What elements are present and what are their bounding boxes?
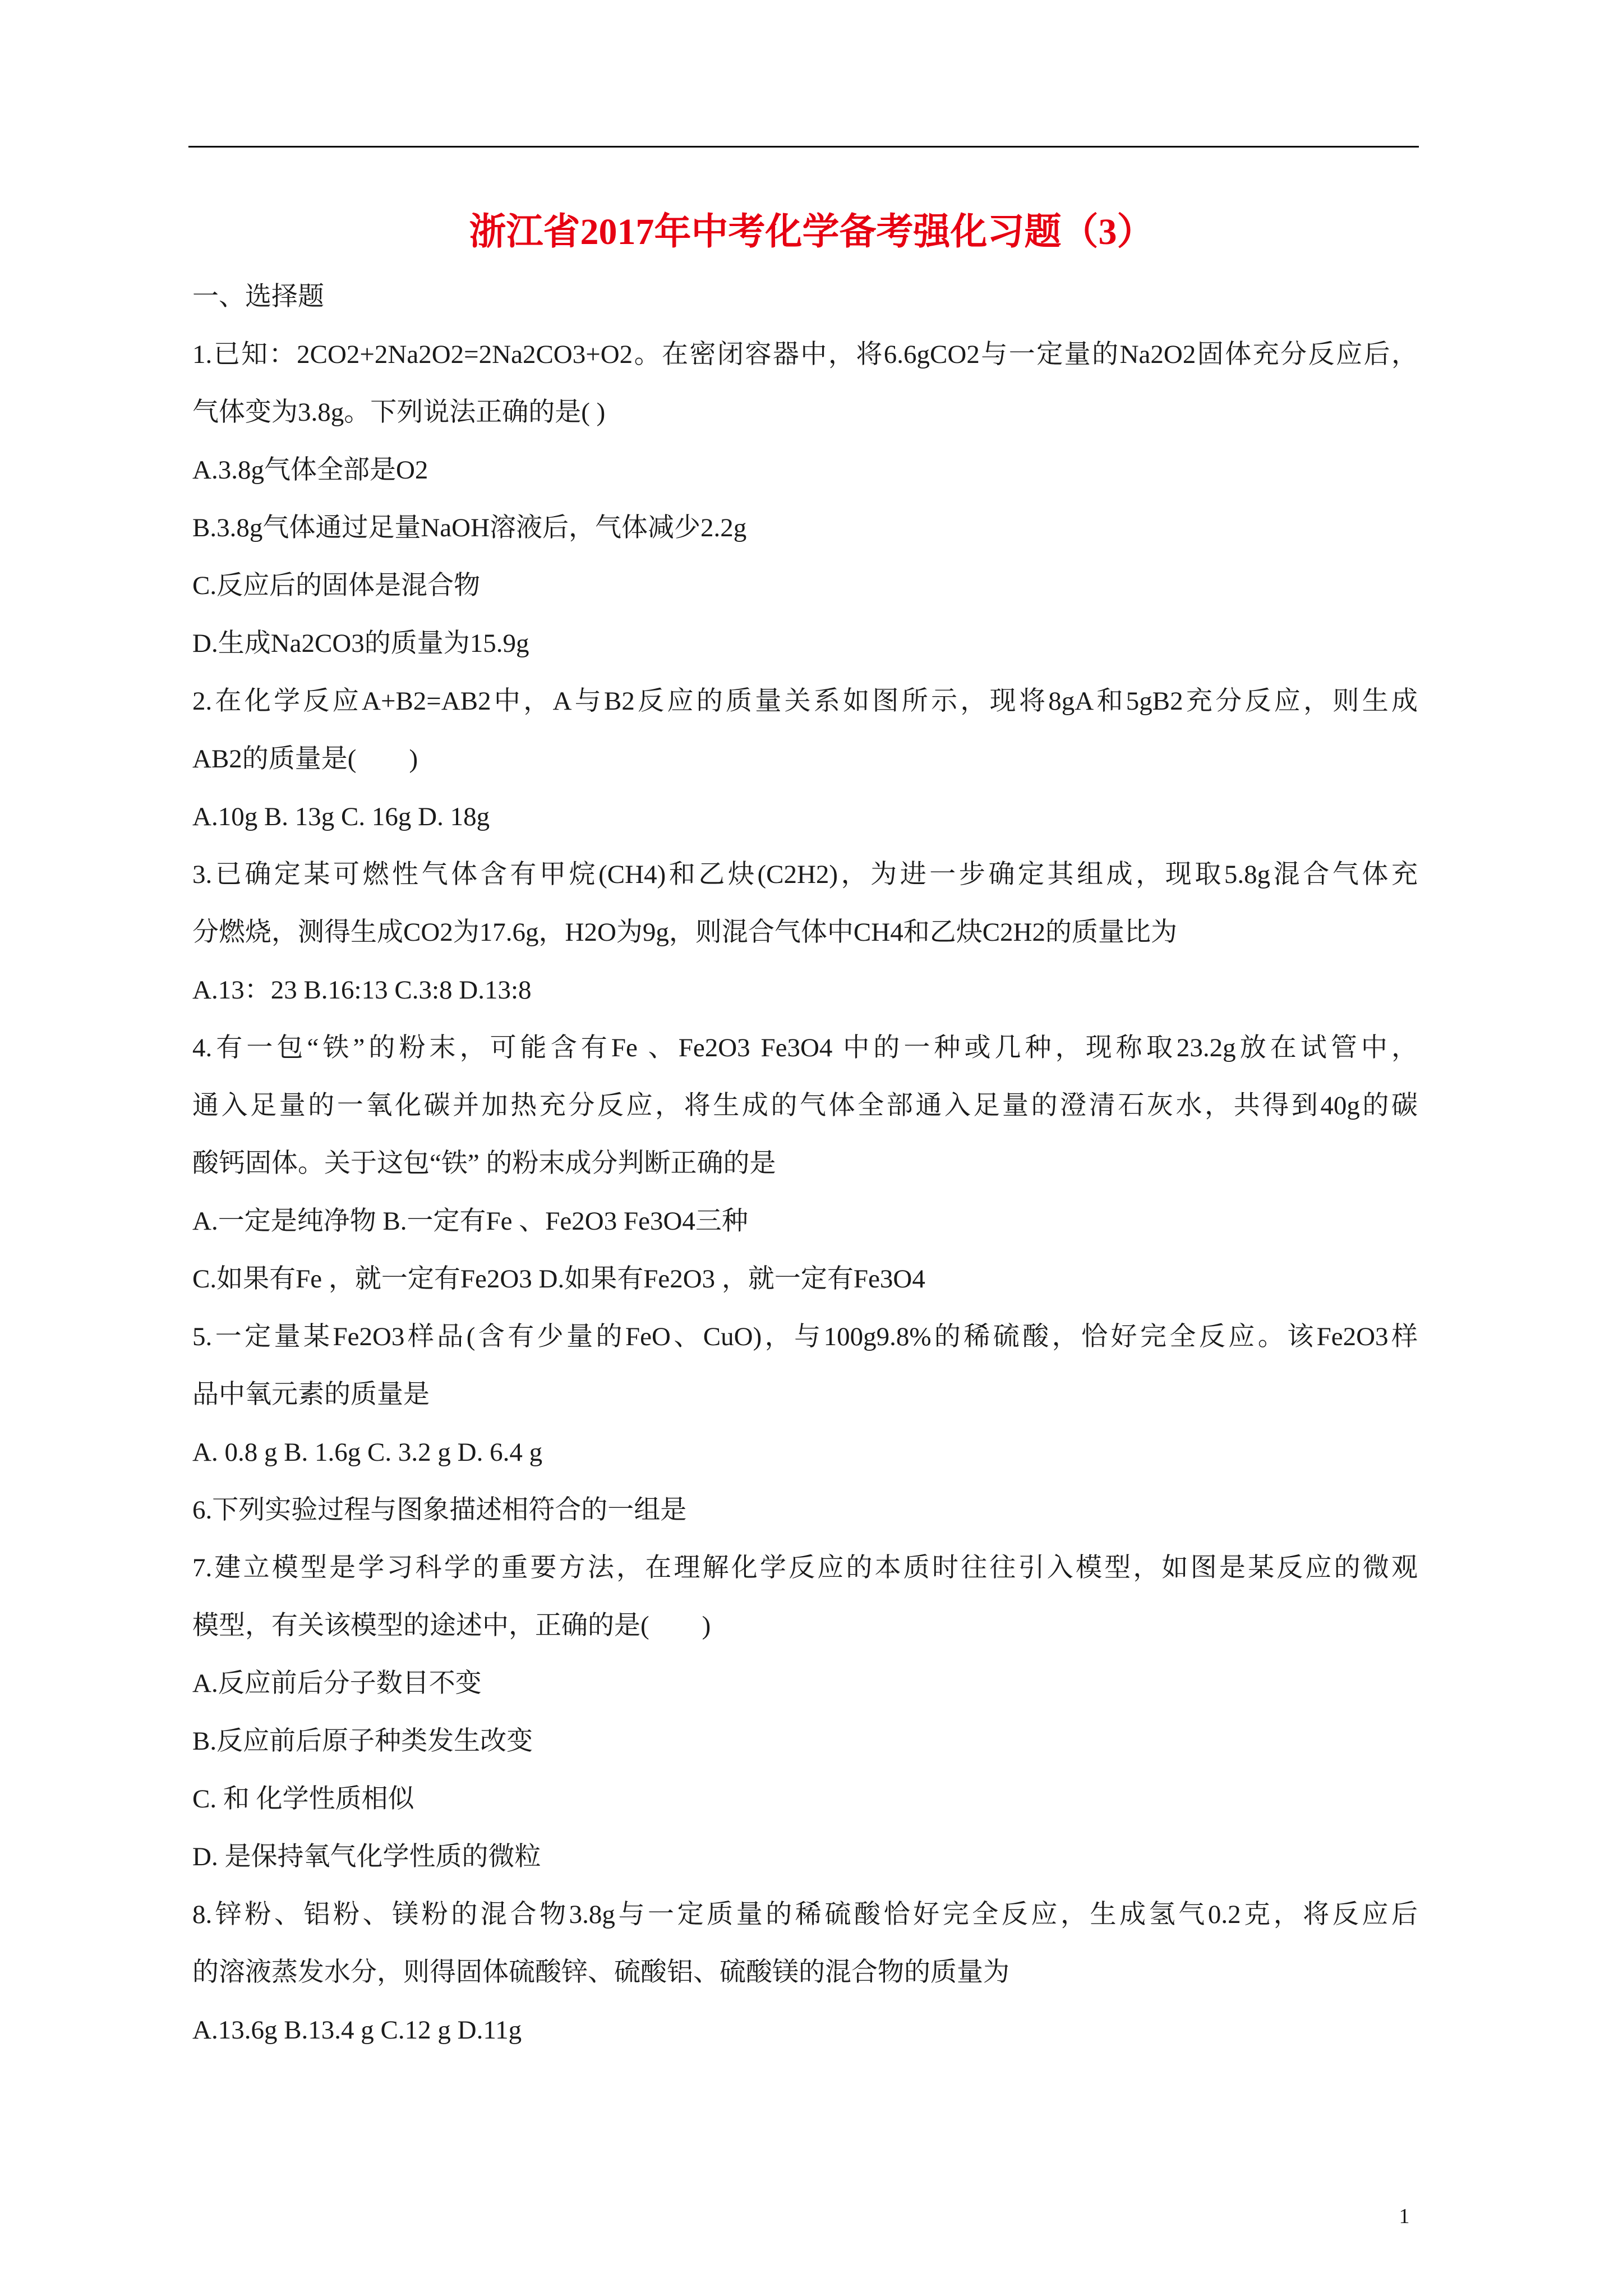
question-1-option-a: A.3.8g气体全部是O2 (192, 455, 428, 485)
question-4-stem-line: 酸钙固体。关于这包“铁” 的粉末成分判断正确的是 (192, 1149, 776, 1178)
question-1-option-c: C.反应后的固体是混合物 (192, 571, 481, 600)
question-7-stem-line: 模型，有关该模型的途述中，正确的是( ) (192, 1611, 711, 1640)
question-1-option-d: D.生成Na2CO3的质量为15.9g (192, 629, 529, 658)
page-title: 浙江省2017年中考化学备考强化习题（3） (469, 211, 1154, 252)
question-1-stem-line: 1.已知：2CO2+2Na2O2=2Na2CO3+O2。在密闭容器中，将6.6gCO2与一定量的Na2O2固体充分反应后， (192, 340, 1418, 369)
question-2-options: A.10g B. 13g C. 16g D. 18g (192, 802, 490, 831)
question-7-option-c: C. 和 化学性质相似 (192, 1784, 414, 1814)
question-4-stem-line: 通入足量的一氧化碳并加热充分反应，将生成的气体全部通入足量的澄清石灰水，共得到40g的碳 (192, 1091, 1418, 1120)
section-heading: 一、选择题 (192, 282, 324, 311)
question-7-stem-line: 7.建立模型是学习科学的重要方法，在理解化学反应的本质时往往引入模型，如图是某反应的微观 (192, 1553, 1418, 1582)
question-1-stem-line: 气体变为3.8g。下列说法正确的是( ) (192, 398, 606, 427)
question-7-option-b: B.反应前后原子种类发生改变 (192, 1727, 533, 1756)
question-4-options-cd: C.如果有Fe ，就一定有Fe2O3 D.如果有Fe2O3 ，就一定有Fe3O4 (192, 1264, 925, 1294)
question-6-stem-line: 6.下列实验过程与图象描述相符合的一组是 (192, 1496, 687, 1525)
page-number: 1 (1399, 2205, 1410, 2228)
question-2-stem-line: AB2的质量是( ) (192, 744, 418, 774)
question-3-stem-line: 分燃烧，测得生成CO2为17.6g，H2O为9g，则混合气体中CH4和乙炔C2H2的质量比为 (192, 918, 1178, 947)
question-2-stem-line: 2.在化学反应A+B2=AB2中，A与B2反应的质量关系如图所示，现将8gA和5gB2充分反应，则生成 (192, 687, 1418, 716)
question-1-option-b: B.3.8g气体通过足量NaOH溶液后，气体减少2.2g (192, 513, 747, 542)
question-8-options: A.13.6g B.13.4 g C.12 g D.11g (192, 2016, 522, 2045)
question-5-stem-line: 品中氧元素的质量是 (192, 1380, 430, 1409)
question-7-option-a: A.反应前后分子数目不变 (192, 1669, 482, 1698)
question-4-stem-line: 4.有一包“铁”的粉末，可能含有Fe 、Fe2O3 Fe3O4 中的一种或几种，现称取23.2g放在试管中， (192, 1033, 1418, 1062)
question-3-options: A.13：23 B.16:13 C.3:8 D.13:8 (192, 976, 532, 1005)
question-8-stem-line: 的溶液蒸发水分，则得固体硫酸锌、硫酸铝、硫酸镁的混合物的质量为 (192, 1958, 1009, 1987)
question-5-options: A. 0.8 g B. 1.6g C. 3.2 g D. 6.4 g (192, 1438, 543, 1467)
header-rule (188, 146, 1419, 148)
question-4-options-ab: A.一定是纯净物 B.一定有Fe 、Fe2O3 Fe3O4三种 (192, 1207, 748, 1236)
question-8-stem-line: 8.锌粉、铝粉、镁粉的混合物3.8g与一定质量的稀硫酸恰好完全反应，生成氢气0.2克，将反应后 (192, 1900, 1418, 1929)
question-3-stem-line: 3.已确定某可燃性气体含有甲烷(CH4)和乙炔(C2H2)，为进一步确定其组成，现取5.8g混合气体充 (192, 860, 1418, 889)
question-5-stem-line: 5.一定量某Fe2O3样品(含有少量的FeO、CuO)，与100g9.8%的稀硫酸，恰好完全反应。该Fe2O3样 (192, 1322, 1418, 1351)
question-7-option-d: D. 是保持氧气化学性质的微粒 (192, 1842, 541, 1871)
